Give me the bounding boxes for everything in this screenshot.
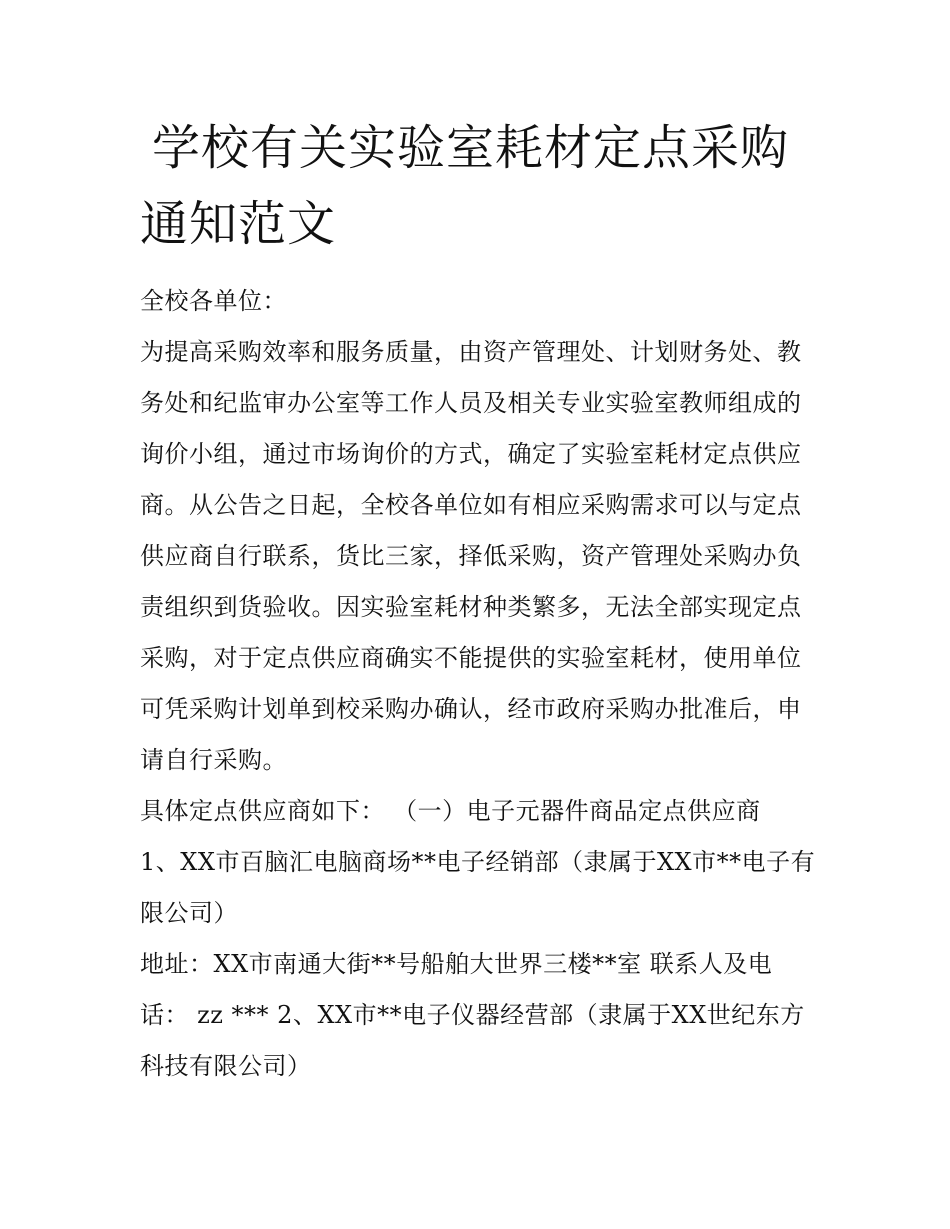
salutation: 全校各单位： [140,287,287,315]
paragraph-supplier-1: 1、XX市百脑汇电脑商场**电子经销部（隶属于XX市**电子有限公司） [140,848,816,927]
paragraph-supplier-address: 地址：XX市南通大街**号船舶大世界三楼**室 联系人及电话： zz *** 2、XX市**电子仪器经营部（隶属于XX世纪东方科技有限公司） [140,950,805,1080]
document-title: 学校有关实验室耗材定点采购通知范文 [140,120,790,252]
paragraph-supplier-heading: 具体定点供应商如下： （一）电子元器件商品定点供应商 [140,797,761,825]
paragraph-intro: 为提高采购效率和服务质量，由资产管理处、计划财务处、教务处和纪监审办公室等工作人员及相关专业实验室教师组成的询价小组，通过市场询价的方式，确定了实验室耗材定点供应商。从公告之日起，全校各单位如有相应采购需求可以与定点供应商自行联系，货比三家，择低采购，资产管理处采购办负责组织到货验收。因实验室耗材种类繁多，无法全部实现定点采购，对于定点供应商确实不能提供的实验室耗材，使用单位可凭采购计划单到校采购办确认，经市政府采购办批准后，申请自行采购。 [140,338,802,774]
document-body [140,276,820,1092]
document-page [140,110,820,1092]
